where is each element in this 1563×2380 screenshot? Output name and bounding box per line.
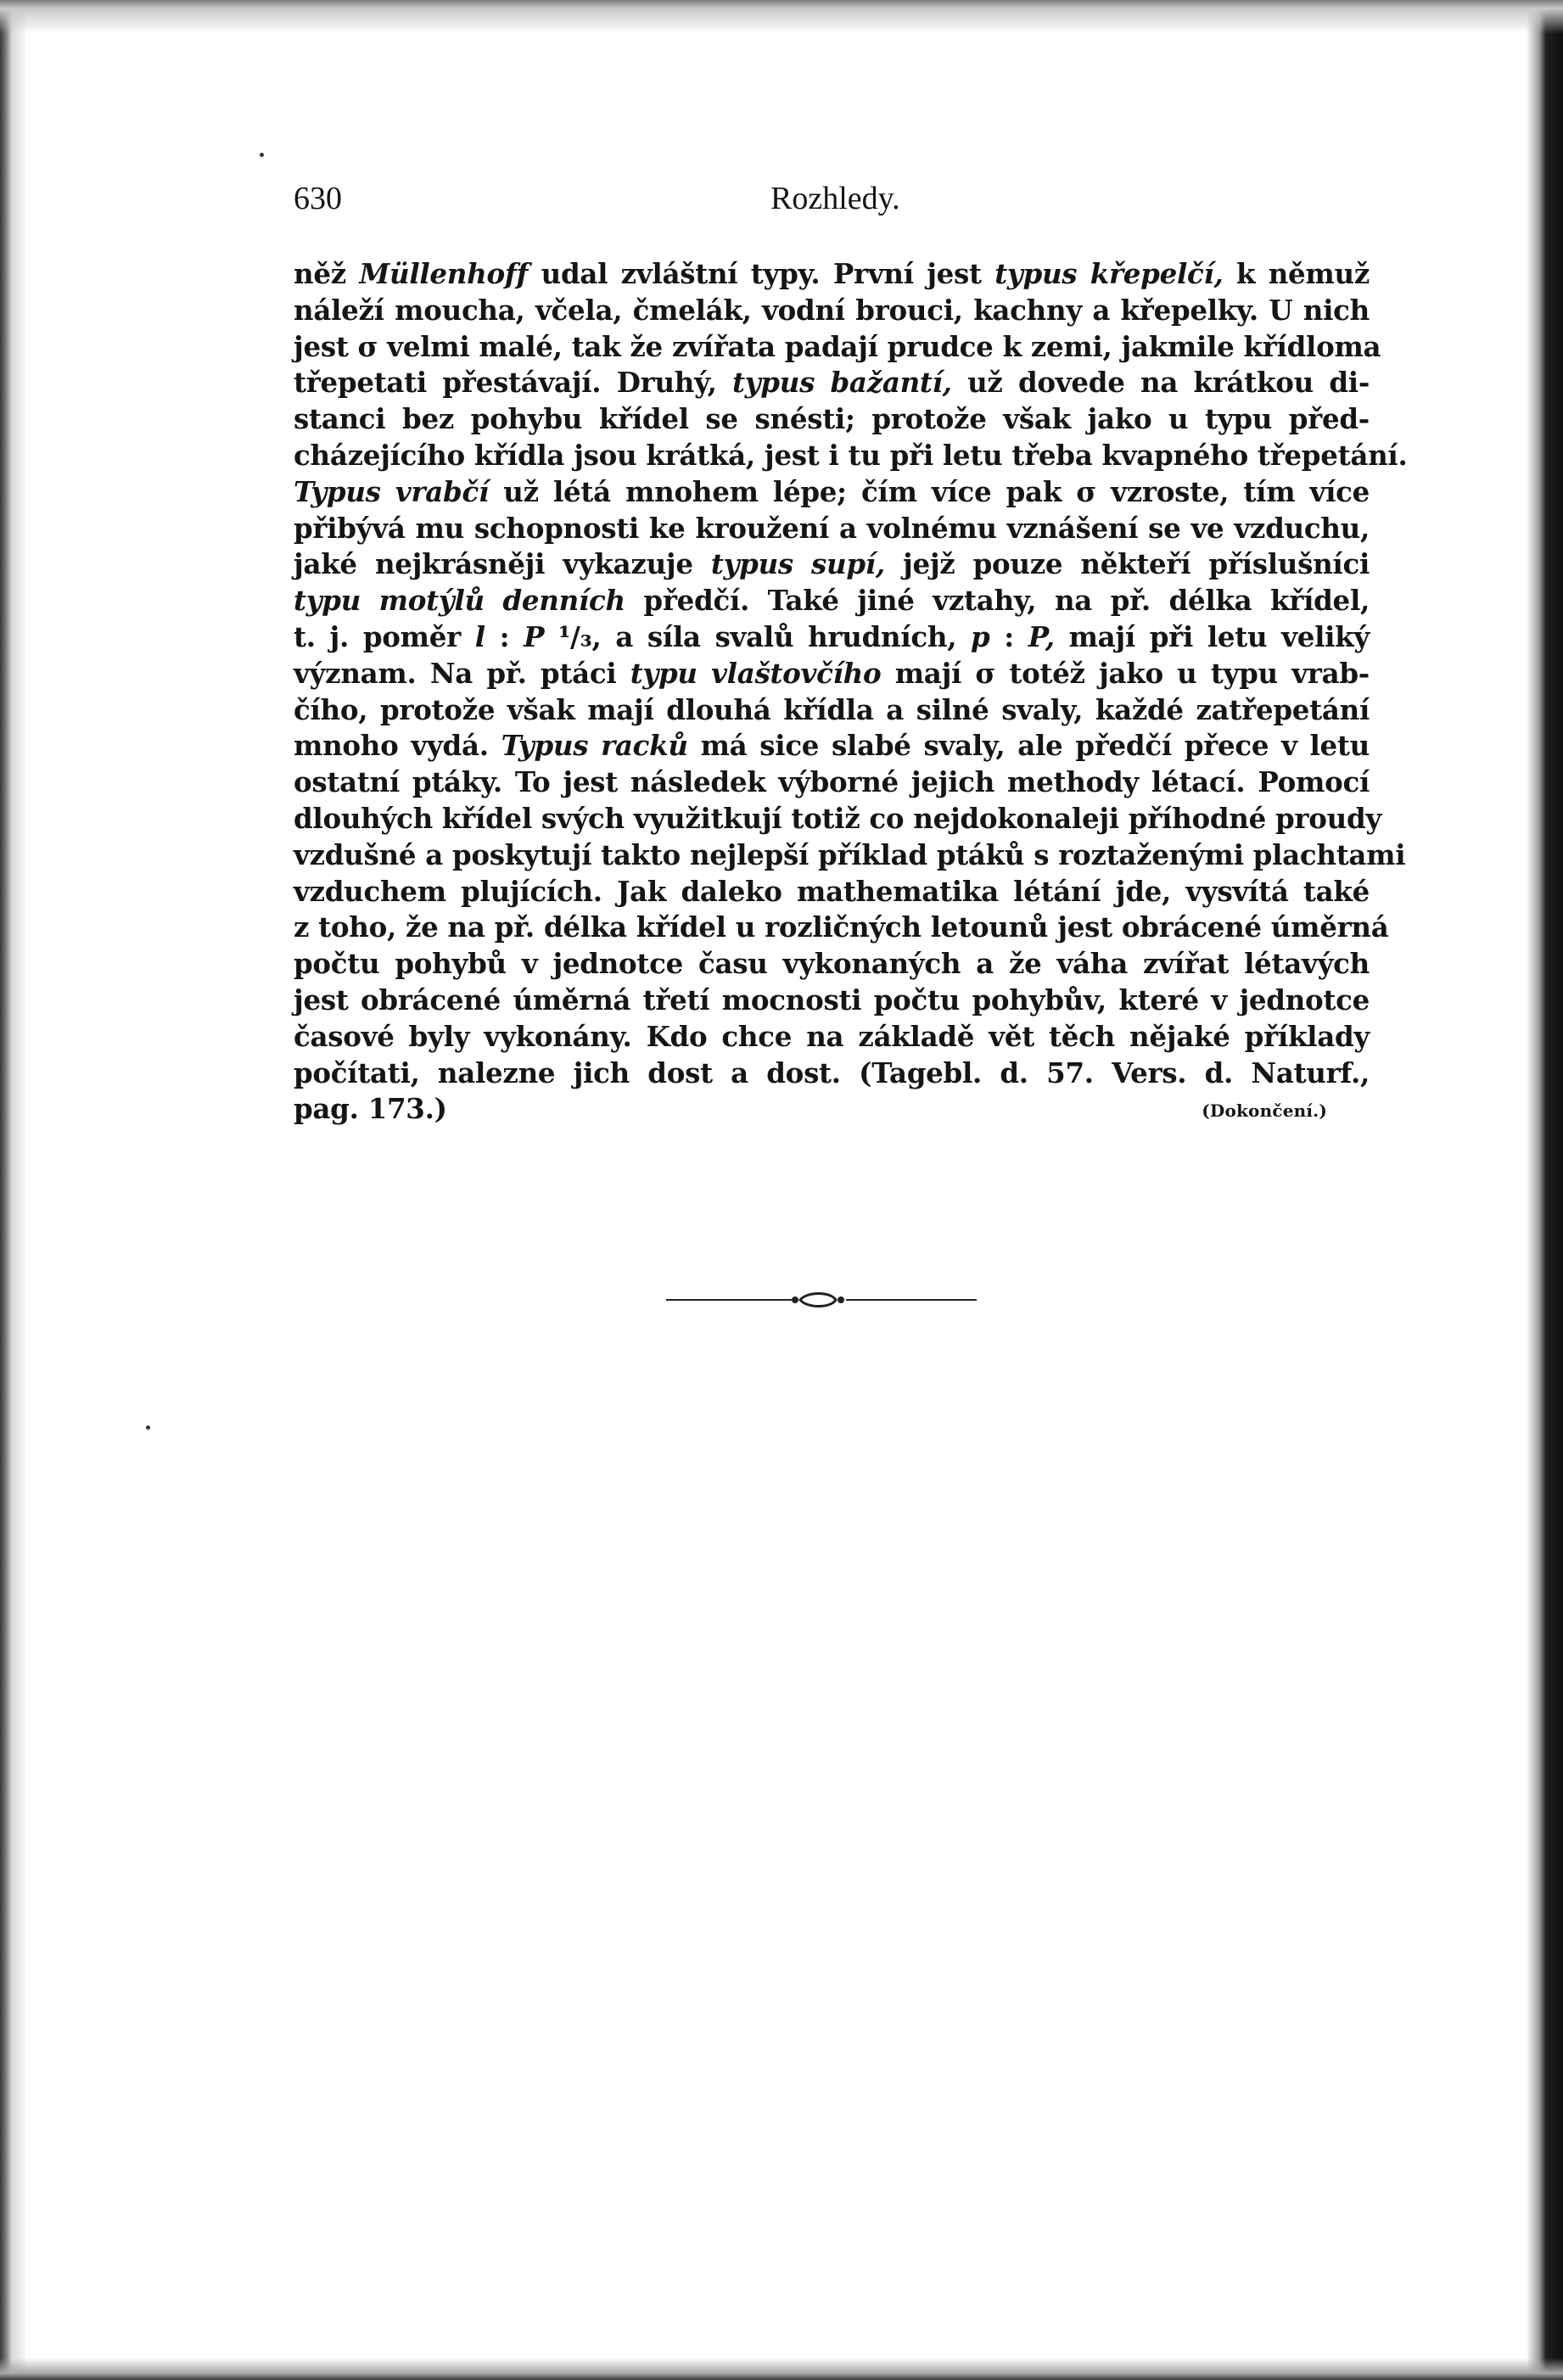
continuation-note: (Dokončení.) <box>1202 1100 1327 1122</box>
italic-term: typus bažantí, <box>732 366 952 400</box>
italic-term: P, <box>1028 619 1055 653</box>
text-line: něž Müllenhoff udal zvláštní typy. První jest typus křepelčí, k němuž <box>294 257 1370 290</box>
text-line: třepetati přestávají. Druhý, typus bažantí, už dovede na krátkou di- <box>294 366 1370 400</box>
text-line: dlouhých křídel svých využitkují totiž co nejdokonaleji příhodné proudy <box>294 801 1381 835</box>
text-line: jest σ velmi malé, tak že zvířata padají prudce k zemi, jakmile křídloma <box>294 329 1381 363</box>
text-line: vzduchem plujících. Jak daleko mathematika létání jde, vysvítá také <box>294 874 1370 908</box>
text-line: význam. Na př. ptáci typu vlaštovčího mají σ totéž jako u typu vrab- <box>294 656 1370 690</box>
text-line: počtu pohybů v jednotce času vykonaných a že váha zvířat létavých <box>294 947 1370 981</box>
italic-term: Typus racků <box>501 729 688 763</box>
text-line: přibývá mu schopnosti ke kroužení a volnému vznášení se ve vzduchu, <box>294 511 1370 545</box>
italic-term: Müllenhoff <box>359 257 529 290</box>
scan-right-edge <box>1527 0 1563 2380</box>
text-line: t. j. poměr l : P ¹/₃, a síla svalů hrudních, p : P, mají při letu veliký <box>294 619 1370 653</box>
section-end-ornament <box>664 1290 978 1310</box>
article-body <box>294 256 1408 1128</box>
italic-term: typus supí, <box>710 547 885 581</box>
page-number: 630 <box>294 181 342 216</box>
text-line: jest obrácené úměrná třetí mocnosti počtu pohybův, které v jednotce <box>294 983 1370 1016</box>
scan-speck <box>146 1425 150 1430</box>
italic-term: typus křepelčí, <box>994 257 1224 290</box>
text-line: typu motýlů denních předčí. Také jiné vztahy, na př. délka křídel, <box>294 584 1370 618</box>
text-line: z toho, že na př. délka křídel u rozličných letounů jest obrácené úměrná <box>294 910 1389 944</box>
scan-top-edge <box>0 0 1563 34</box>
text-line: pag. 173.) (Dokončení.) <box>294 1091 1370 1128</box>
text-line: mnoho vydá. Typus racků má sice slabé svaly, ale předčí přece v letu <box>294 729 1370 763</box>
text-line: vzdušné a poskytují takto nejlepší příklad ptáků s roztaženými plachtami <box>294 837 1406 871</box>
running-title: Rozhledy. <box>770 181 900 216</box>
scan-left-edge <box>0 0 25 2380</box>
text-line: cházejícího křídla jsou krátká, jest i tu při letu třeba kvapného třepetání. <box>294 438 1408 472</box>
italic-term: p <box>971 619 990 653</box>
running-head <box>294 180 1370 222</box>
italic-term: typu vlaštovčího <box>630 656 882 690</box>
italic-term: typu motýlů denních <box>294 584 625 618</box>
text-line: Typus vrabčí už létá mnohem lépe; čím více pak σ vzroste, tím více <box>294 474 1370 508</box>
text-line: čího, protože však mají dlouhá křídla a silné svaly, každé zatřepetání <box>294 692 1370 726</box>
text-line: počítati, nalezne jich dost a dost. (Tagebl. d. 57. Vers. d. Naturf., <box>294 1056 1370 1089</box>
text-line: časové byly vykonány. Kdo chce na základě vět těch nějaké příklady <box>294 1019 1370 1053</box>
scan-speck <box>260 153 264 157</box>
text-line: náleží moucha, včela, čmelák, vodní brouci, kachny a křepelky. U nich <box>294 293 1370 327</box>
italic-term: l <box>474 619 485 653</box>
text-line: jaké nejkrásněji vykazuje typus supí, jejž pouze někteří příslušníci <box>294 547 1370 581</box>
italic-term: Typus vrabčí <box>294 474 490 508</box>
italic-term: P <box>524 619 545 653</box>
text-line: ostatní ptáky. To jest následek výborné jejich methody létací. Pomocí <box>294 765 1370 799</box>
scan-bottom-edge <box>0 2358 1563 2380</box>
text-line: stanci bez pohybu křídel se snésti; protože však jako u typu před- <box>294 402 1370 436</box>
